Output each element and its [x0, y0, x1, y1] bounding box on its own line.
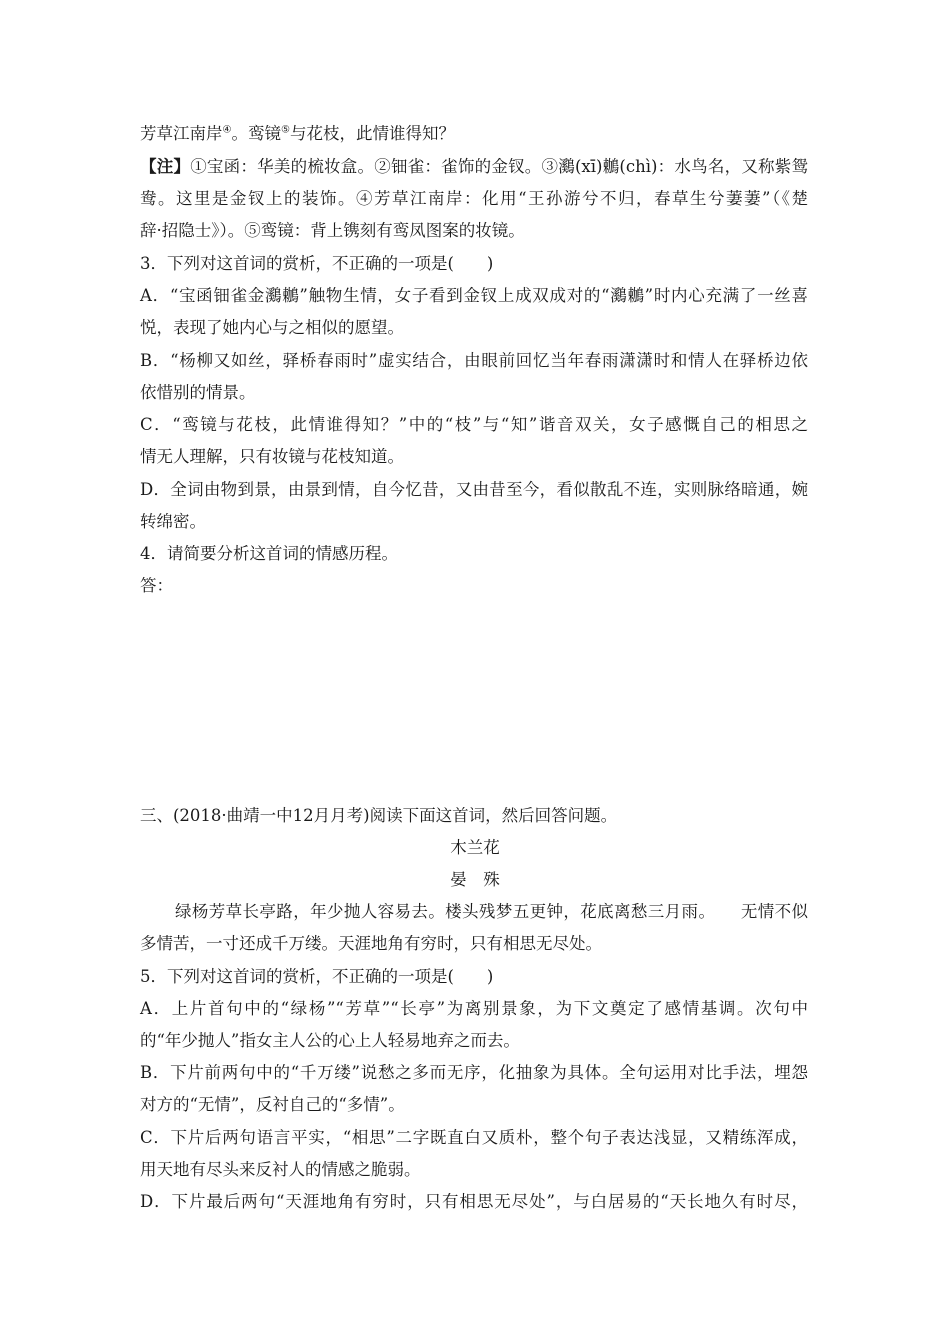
poem-line-2: 多情苦，一寸还成千万缕。天涯地角有穷时，只有相思无尽处。: [140, 934, 602, 953]
question-5-option-a: A．上片首句中的“绿杨”“芳草”“长亭”为离别景象，为下文奠定了感情基调。次句中: [140, 999, 808, 1018]
question-3-option-b-cont: 依惜别的情景。: [140, 383, 256, 402]
question-4-stem: 4．请简要分析这首词的情感历程。: [140, 544, 398, 563]
notes-text: ①宝函：华美的梳妆盒。②钿雀：雀饰的金钗。③鸂(xī)鶒(chì)：水鸟名，又称紫鸳: [190, 157, 809, 176]
poem-text: 。鸾镜: [231, 124, 281, 143]
question-3-option-b: B．“杨柳又如丝，驿桥春雨时”虚实结合，由眼前回忆当年春雨潇潇时和情人在驿桥边依: [140, 351, 808, 370]
notes-line-3: 辞·招隐士》）。⑤鸾镜：背上镌刻有鸾凤图案的妆镜。: [140, 221, 525, 240]
poem-author: 晏 殊: [450, 870, 500, 889]
poem-text: 与花枝，此情谁得知？: [289, 124, 455, 143]
question-3-option-a-cont: 悦，表现了她内心与之相似的愿望。: [140, 318, 404, 337]
question-3-option-c: C．“鸾镜与花枝，此情谁得知？”中的“枝”与“知”谐音双关，女子感慨自己的相思之: [140, 415, 808, 434]
question-5-option-a-cont: 的“年少抛人”指女主人公的心上人轻易地弃之而去。: [140, 1031, 520, 1050]
question-3-option-a: A．“宝函钿雀金鸂鶒”触物生情，女子看到金钗上成双成对的“鸂鶒”时内心充满了一丝喜: [140, 286, 808, 305]
question-3-stem: 3．下列对这首词的赏析，不正确的一项是( ): [140, 254, 494, 273]
notes-line-2: 鸯。这里是金钗上的装饰。④芳草江南岸：化用“王孙游兮不归，春草生兮萋萋”（《楚: [140, 189, 808, 208]
notes-label: 【注】: [140, 157, 191, 176]
question-5-option-d: D．下片最后两句“天涯地角有穷时，只有相思无尽处”，与白居易的“天长地久有时尽，: [140, 1192, 808, 1211]
question-5-stem: 5．下列对这首词的赏析，不正确的一项是( ): [140, 967, 494, 986]
answer-label: 答：: [140, 576, 173, 595]
question-3-option-d: D．全词由物到景，由景到情，自今忆昔，又由昔至今，看似散乱不连，实则脉络暗通，婉: [140, 480, 808, 499]
question-5-option-b-cont: 对方的“无情”，反衬自己的“多情”。: [140, 1095, 405, 1114]
question-5-option-c: C．下片后两句语言平实，“相思”二字既直白又质朴，整个句子表达浅显，又精练浑成，: [140, 1128, 808, 1147]
poem-text: 芳草江南岸: [140, 124, 223, 143]
poem-line-1: 绿杨芳草长亭路，年少抛人容易去。楼头残梦五更钟，花底离愁三月雨。 无情不似: [175, 902, 808, 921]
notes-line-1: [140, 156, 808, 178]
footnote-marker-5: ⑤: [280, 124, 290, 136]
poem-title: 木兰花: [450, 838, 500, 857]
poem-tail-line: [140, 123, 455, 145]
question-3-option-d-cont: 转绵密。: [140, 512, 206, 531]
question-3-option-c-cont: 情无人理解，只有妆镜与花枝知道。: [140, 447, 404, 466]
footnote-marker-4: ④: [222, 124, 232, 136]
section-3-heading: 三、(2018·曲靖一中12月月考)阅读下面这首词，然后回答问题。: [140, 806, 618, 825]
question-5-option-b: B．下片前两句中的“千万缕”说愁之多而无序，化抽象为具体。全句运用对比手法，埋怨: [140, 1063, 808, 1082]
question-5-option-c-cont: 用天地有尽头来反衬人的情感之脆弱。: [140, 1160, 421, 1179]
